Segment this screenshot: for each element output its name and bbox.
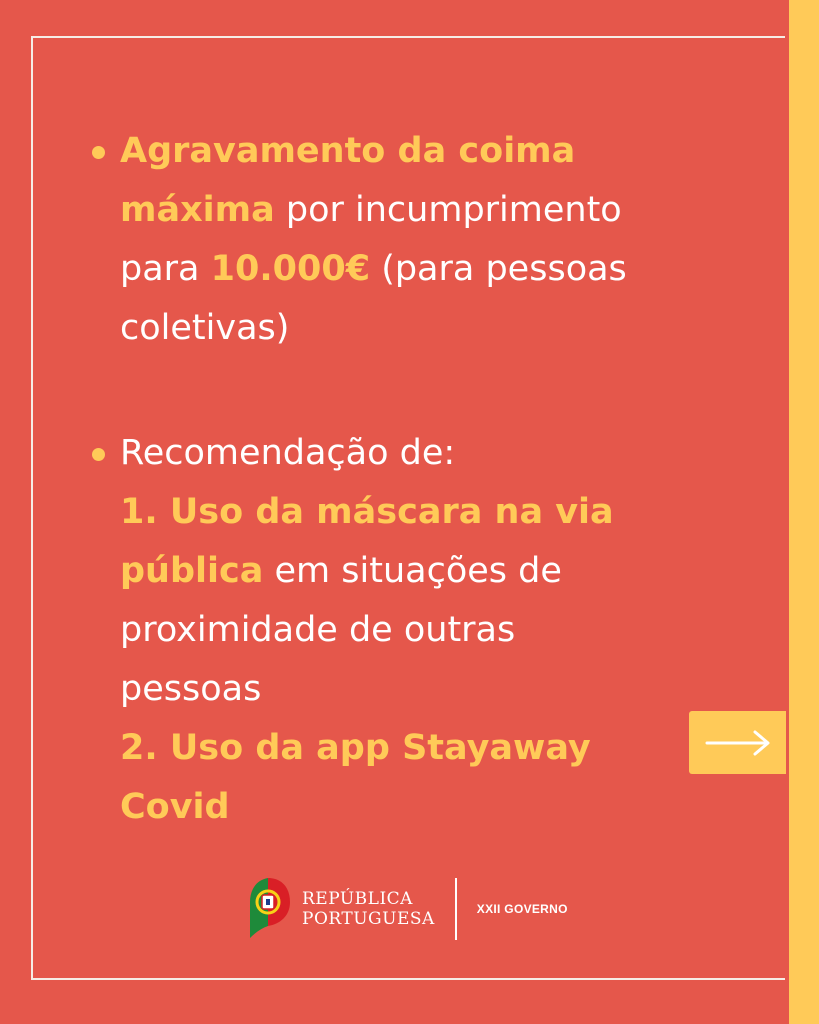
mask-line-4: pessoas — [120, 669, 262, 709]
fine-line-3 — [120, 240, 690, 299]
government-label: XXII GOVERNO — [476, 902, 568, 916]
republic-name-line-1: REPÚBLICA — [302, 889, 413, 909]
fine-highlight-line-1: Agravamento da coima — [120, 131, 576, 171]
fine-amount: 10.000€ — [210, 249, 371, 289]
footer-divider — [455, 878, 457, 940]
arrow-right-icon — [705, 730, 771, 756]
bullet-item-recommendation — [90, 424, 690, 837]
bullet-icon — [92, 448, 105, 461]
app-highlight-line-2: Covid — [120, 787, 230, 827]
fine-highlight-2: máxima — [120, 190, 275, 230]
portuguese-republic-logo — [248, 876, 292, 942]
footer-branding — [248, 876, 568, 942]
mask-line-2 — [120, 542, 690, 601]
republic-name — [302, 889, 435, 929]
mask-text-2: em situações de — [263, 551, 562, 591]
fine-text-3b: (para pessoas — [370, 249, 627, 289]
app-highlight-line-1: 2. Uso da app Stayaway — [120, 728, 591, 768]
slide-content — [90, 122, 690, 837]
fine-text-2: por incumprimento — [274, 190, 622, 230]
fine-line-2 — [120, 181, 690, 240]
mask-highlight-2: pública — [120, 551, 264, 591]
recommendation-intro: Recomendação de: — [120, 433, 456, 473]
next-slide-button[interactable] — [689, 711, 786, 774]
right-accent-stripe — [789, 0, 819, 1024]
bullet-icon — [92, 146, 105, 159]
republic-name-line-2: PORTUGUESA — [302, 909, 435, 929]
mask-line-3: proximidade de outras — [120, 610, 516, 650]
mask-highlight-line-1: 1. Uso da máscara na via — [120, 492, 614, 532]
fine-line-4: coletivas) — [120, 308, 290, 348]
bullet-item-fine — [90, 122, 690, 358]
fine-text-3a: para — [120, 249, 211, 289]
